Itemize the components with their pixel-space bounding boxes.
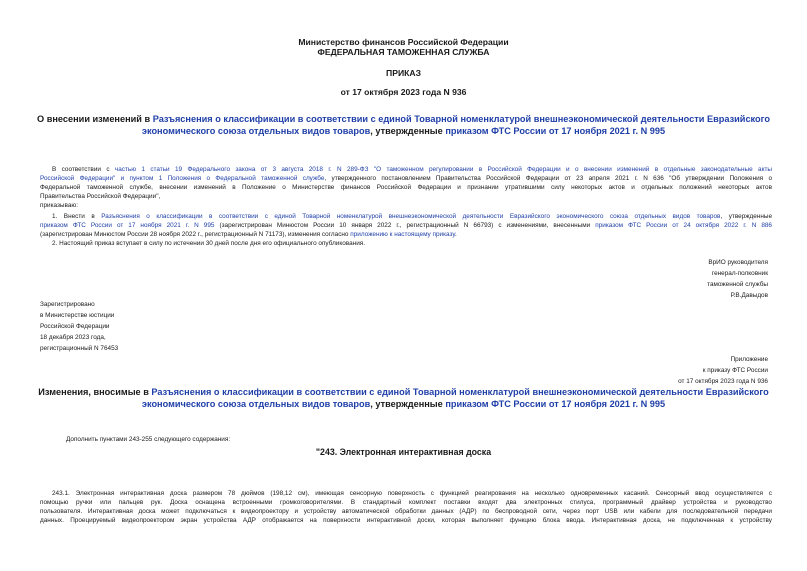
- changes-link-explanations-cont[interactable]: экономического союза отдельных видов товаров: [141, 399, 371, 409]
- title-link-order-995[interactable]: приказом ФТС России от 17 ноября 2021 г. N 995: [445, 126, 666, 136]
- link-regulation-fts[interactable]: Российской Федерации" и пунктом 1 Положения о Федеральной таможенной службе: [40, 175, 325, 182]
- document-title: [0, 113, 807, 125]
- item-1-line-1: [40, 213, 772, 222]
- changes-title-line2: [0, 398, 807, 410]
- para-2431-line-4: данных. Проецируемый видеопроектором экран устройства АДР отображается на поверхности интерактивной доски, которая выполняет функцию блока ввода. Интерактивная доска, не подключенная к устройству: [40, 517, 772, 524]
- item-1-text-3: (зарегистрирован Минюстом России 28 ноября 2022 г., регистрационный N 71173), изменения согласно: [40, 231, 351, 238]
- document-title-line2: [0, 125, 807, 137]
- item-1-text: , утвержденные: [720, 213, 773, 220]
- section-title: "243. Электронная интерактивная доска: [315, 447, 492, 457]
- preamble-text-2: , утвержденного постановлением Правительства Российской Федерации от 23 апреля 2021 г. N 636 "Об утверждении Положения о: [324, 175, 772, 182]
- para-2431-line-2: помощью ручки или пальцев рук. Доска оснащена встроенными громкоговорителями. В стандартный комплект поставки входят два электронных стилуса, программный драйвер устройства и руководство: [40, 499, 772, 506]
- signature-line-2: генерал-полковник: [711, 270, 768, 277]
- signature-line-3: таможенной службы: [707, 281, 768, 288]
- para-2431-text-1: 243.1. Электронная интерактивная доска размером 78 дюймов (198,12 см), имеющая сенсорную поверхность с функцией реагирования на несколько одновременных касаний. Сенсорный ввод осуществляется с: [52, 490, 772, 497]
- link-explanations[interactable]: Разъяснения о классификации в соответствии с единой Товарной номенклатурой внешнеэкономической деятельности Евразийского экономического союза отдельных видов товаров: [101, 213, 721, 220]
- document-type: ПРИКАЗ: [386, 68, 421, 78]
- registration-line-4: 18 декабря 2023 года,: [40, 334, 106, 341]
- registration-line-5: регистрационный N 76453: [40, 345, 119, 352]
- title-mid: , утвержденные: [370, 126, 446, 136]
- registration-line-1: Зарегистрировано: [40, 301, 95, 308]
- para-2431-line-3: пользователя. Интерактивная доска может подключаться к видеопроектору и устройству автоматической обработки данных (АДР) по беспроводной сети, через порт USB или кабели для последовательной передачи: [40, 508, 772, 515]
- appendix-line-3: от 17 октября 2023 года N 936: [678, 378, 768, 385]
- changes-title-prefix: Изменения, вносимые в: [38, 387, 152, 397]
- changes-link-explanations[interactable]: Разъяснения о классификации в соответствии с единой Товарной номенклатурой внешнеэкономической деятельности Евразийского: [151, 387, 769, 397]
- signature-line-1: ВрИО руководителя: [708, 259, 768, 266]
- preamble-line-3: Федеральной таможенной службе, внесении изменений в Положение о Министерстве финансов Российской Федерации и признании утратившими силу некоторых актов и отдельных положений некоторых актов: [40, 184, 772, 191]
- service-name: ФЕДЕРАЛЬНАЯ ТАМОЖЕННАЯ СЛУЖБА: [317, 47, 490, 57]
- title-link-explanations[interactable]: Разъяснения о классификации в соответствии с единой Товарной номенклатурой внешнеэкономической деятельности Евразийского: [152, 114, 770, 124]
- item-1-prefix: 1. Внести в: [52, 213, 102, 220]
- signature-name: Р.В.Давыдов: [730, 292, 768, 299]
- preamble-line-1: [40, 166, 772, 175]
- changes-title-mid: , утвержденные: [370, 399, 446, 409]
- supplement-intro: Дополнить пунктами 243-255 следующего содержания:: [66, 436, 231, 443]
- preamble-line-2: [40, 175, 772, 184]
- item-1-period: .: [454, 231, 457, 238]
- changes-title: [0, 386, 807, 398]
- ministry-name: Министерство финансов Российской Федерации: [298, 37, 509, 47]
- link-appendix[interactable]: приложению к настоящему приказу: [350, 231, 455, 238]
- title-prefix: О внесении изменений в: [37, 114, 153, 124]
- item-1-text-2: (зарегистрирован Минюстом России 10 января 2022 г., регистрационный N 66793) с изменениями, внесенными: [214, 222, 596, 229]
- appendix-line-1: Приложение: [730, 356, 768, 363]
- link-order-886[interactable]: приказом ФТС России от 24 октября 2022 г. N 886: [595, 222, 772, 229]
- item-1-line-2: [40, 222, 772, 231]
- title-link-explanations-cont[interactable]: экономического союза отдельных видов товаров: [141, 126, 371, 136]
- document-date-number: от 17 октября 2023 года N 936: [340, 87, 467, 97]
- preamble-prefix: В соответствии с: [52, 166, 115, 173]
- link-federal-law-289[interactable]: частью 1 статьи 19 Федерального закона от 3 августа 2018 г. N 289-ФЗ "О таможенном регулировании в Российской Федерации и о внесении изменений в отдельные законодательные акты: [114, 166, 773, 173]
- preamble-line-4: Правительства Российской Федерации",: [40, 193, 161, 200]
- registration-line-2: в Министерстве юстиции: [40, 312, 115, 319]
- link-order-995[interactable]: приказом ФТС России от 17 ноября 2021 г. N 995: [40, 222, 215, 229]
- item-1-line-3: [40, 231, 772, 240]
- para-2431-line-1: [40, 490, 772, 499]
- item-2: 2. Настоящий приказ вступает в силу по истечении 30 дней после дня его официального опубликования.: [52, 240, 366, 247]
- changes-link-order-995[interactable]: приказом ФТС России от 17 ноября 2021 г. N 995: [445, 399, 666, 409]
- appendix-line-2: к приказу ФТС России: [702, 367, 768, 374]
- order-word: приказываю:: [40, 202, 78, 209]
- registration-line-3: Российской Федерации: [40, 323, 110, 330]
